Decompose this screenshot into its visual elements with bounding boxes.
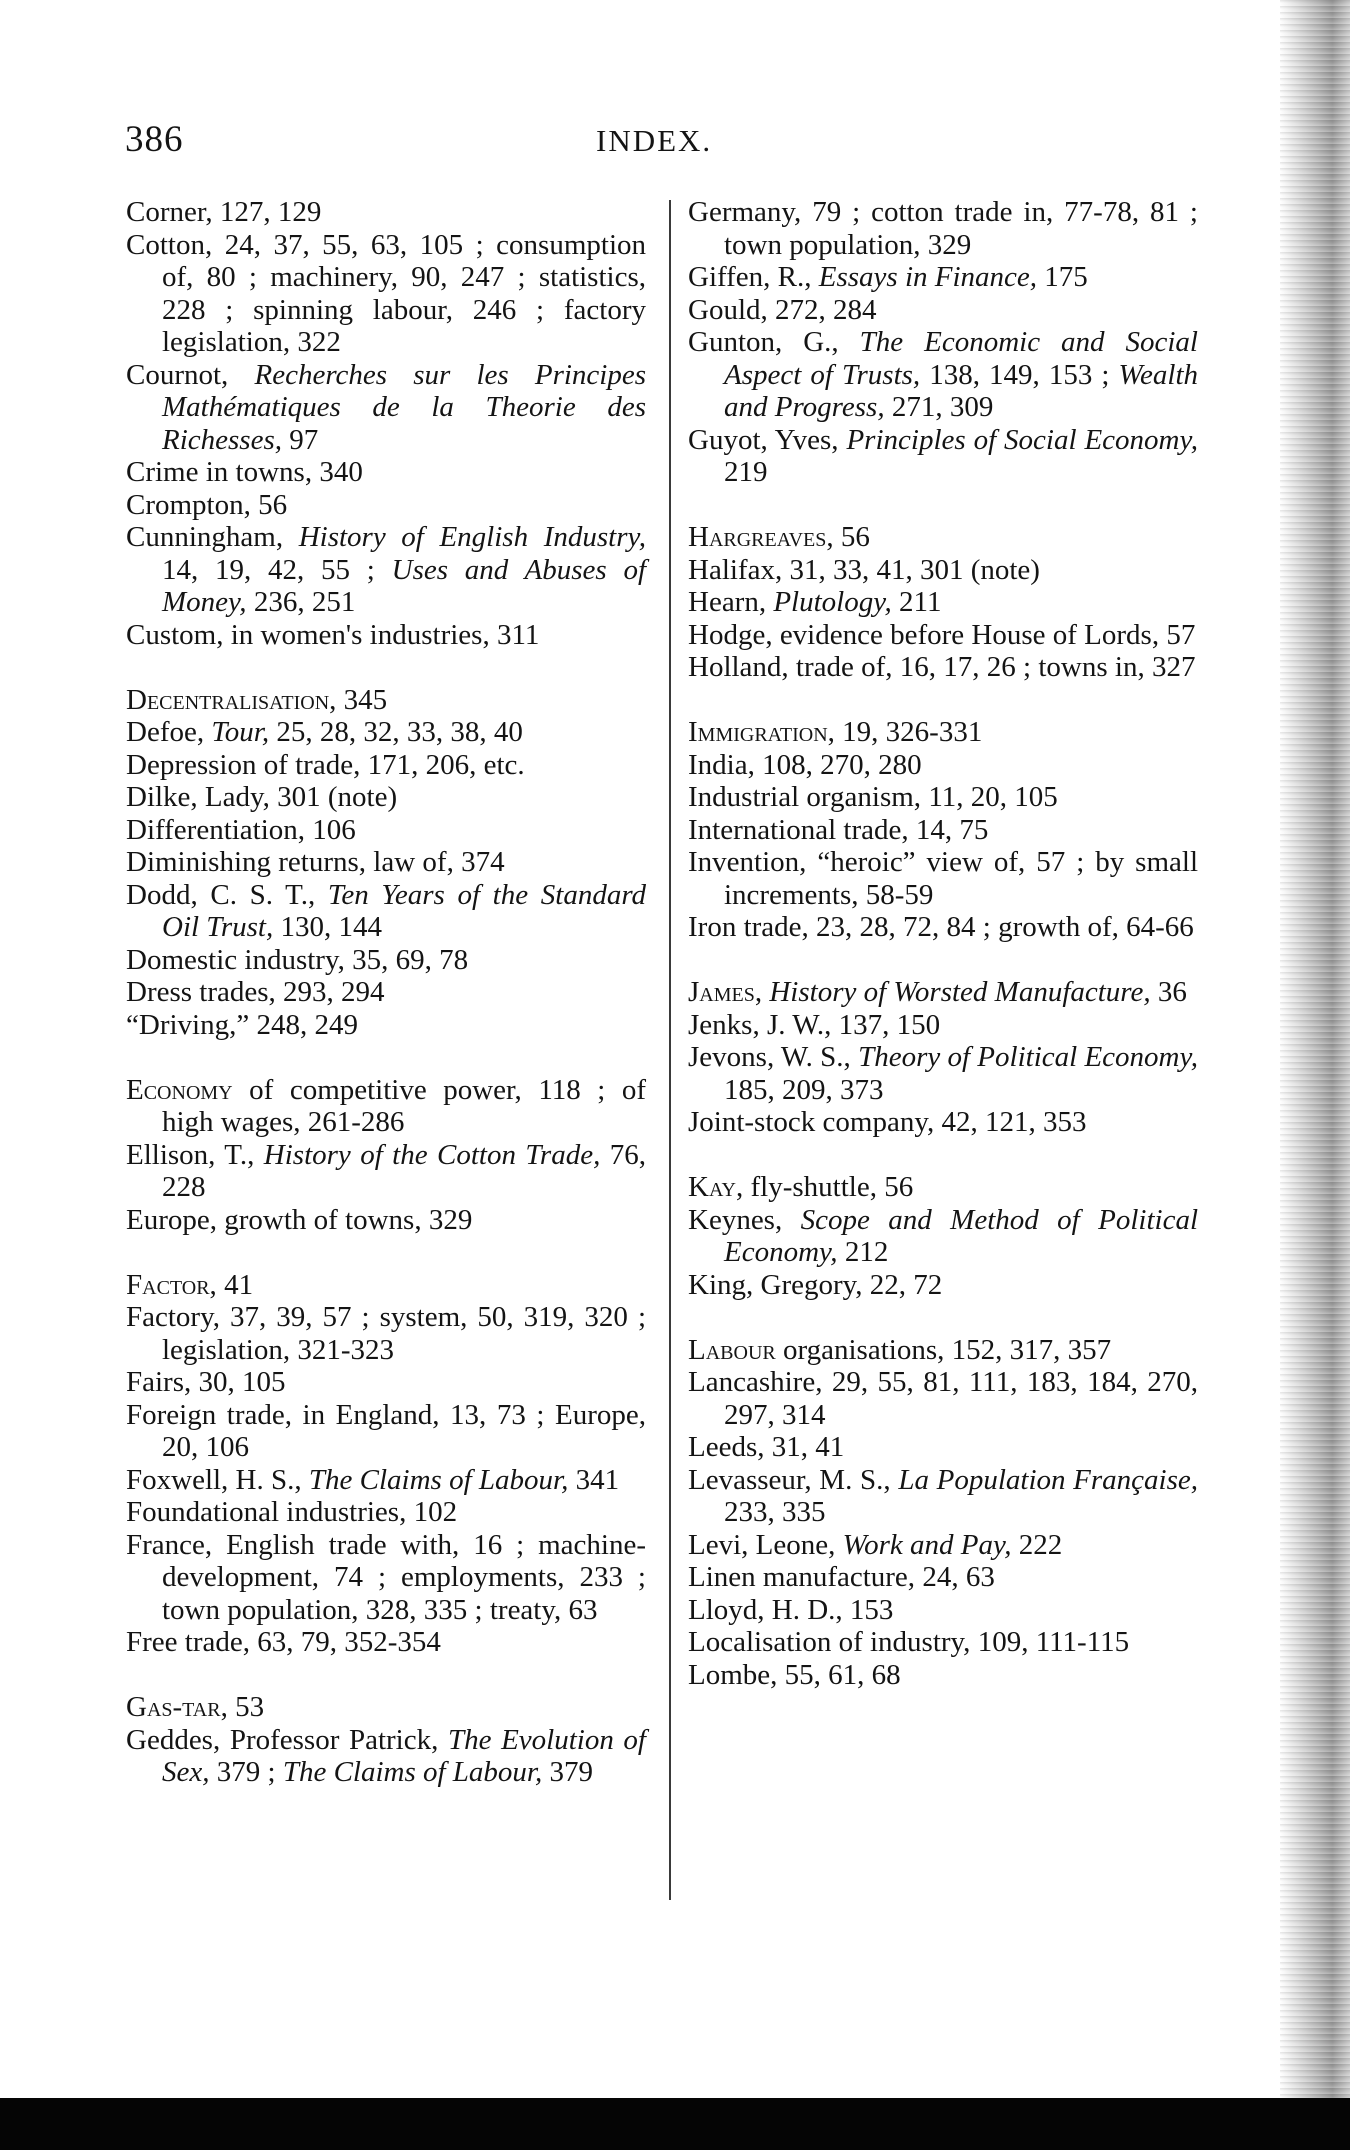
index-entry-refs: 35, 69, 78 — [344, 943, 469, 976]
index-entry — [126, 359, 646, 457]
index-entry-heading: Crime in towns, — [126, 456, 313, 488]
index-entry — [126, 1204, 646, 1237]
index-entry-refs: 341 — [568, 1463, 620, 1496]
index-entry-refs: 11, 20, 105 — [921, 781, 1058, 813]
index-entry-refs: 301 (note) — [269, 781, 398, 813]
index-entry-refs: 271, 309 — [884, 391, 994, 423]
index-entry-heading: International trade, — [688, 813, 909, 846]
index-entry-heading: “Driving,” — [126, 1008, 250, 1041]
index-entry — [126, 489, 646, 522]
index-entry-heading: Lancashire, — [688, 1366, 823, 1398]
index-entry — [688, 911, 1198, 944]
index-entry-refs: 185, 209, 373 — [724, 1073, 884, 1106]
index-entry-heading: Leeds, — [688, 1431, 765, 1463]
index-entry — [126, 684, 646, 717]
index-entry — [126, 619, 646, 652]
index-entry-title: Work and Pay, — [842, 1528, 1012, 1561]
index-entry-refs: 56 — [833, 521, 870, 553]
index-entry — [126, 1529, 646, 1627]
index-entry — [688, 1204, 1198, 1269]
index-entry-refs: 22, 72 — [862, 1268, 943, 1301]
index-entry-refs: 311 — [489, 618, 540, 651]
index-entry-heading: King, Gregory, — [688, 1268, 863, 1301]
index-entry-refs: 138, 149, 153 ; — [920, 358, 1119, 391]
index-entry — [688, 554, 1198, 587]
index-entry-title: History of English Industry, — [298, 521, 646, 553]
index-entry-refs: 19, 326-331 — [834, 716, 983, 748]
index-entry-title: Principles of Social Economy, — [846, 423, 1199, 456]
index-entry — [688, 1334, 1198, 1367]
index-entry-heading: Jenks, J. W., — [688, 1008, 832, 1041]
index-entry-heading: Cournot, — [126, 358, 229, 391]
index-entry-refs: 56 — [250, 488, 288, 521]
index-entry-heading: Germany, — [688, 196, 802, 228]
index-entry-heading: Economy — [126, 1073, 233, 1106]
page-header — [0, 118, 1270, 178]
index-entry-title: History of Worsted Manufacture, — [769, 976, 1151, 1008]
index-entry-refs: 137, 150 — [831, 1008, 941, 1041]
index-entry-refs — [228, 359, 254, 391]
index-entry — [688, 1171, 1198, 1204]
index-entry-refs — [254, 1139, 263, 1171]
index-entry — [688, 294, 1198, 327]
index-entry-heading: Immigration, — [688, 716, 835, 748]
index-entry-refs: 36 — [1150, 976, 1187, 1008]
index-entry-heading: Linen manufacture, — [688, 1561, 916, 1593]
index-entry-heading: Cotton, — [126, 228, 213, 261]
index-entry-refs: 211 — [891, 586, 942, 618]
index-entry-heading: Lombe, — [688, 1658, 778, 1691]
index-entry-heading: Dress trades, — [126, 976, 276, 1008]
index-entry-heading: Decentralisation, — [126, 683, 337, 716]
index-entry — [126, 1009, 646, 1042]
index-entry-heading: Corner, — [126, 196, 213, 228]
index-entry — [688, 1431, 1198, 1464]
index-entry — [688, 1626, 1198, 1659]
index-entry — [126, 1399, 646, 1464]
index-entry-heading: Localisation of industry, — [688, 1626, 971, 1658]
index-entry-refs: 236, 251 — [246, 586, 356, 618]
index-entry-refs — [782, 1204, 800, 1236]
index-entry-heading: Domestic industry, — [126, 943, 345, 976]
index-entry-heading: Hearn, — [688, 586, 767, 618]
index-entry — [126, 944, 646, 977]
index-entry — [688, 1041, 1198, 1106]
index-entry-heading: Cunningham, — [126, 521, 284, 553]
index-entry-heading: Levasseur, M. S., — [688, 1463, 891, 1496]
index-entry-refs: 55, 61, 68 — [777, 1658, 901, 1691]
index-entry-heading: France, English trade with, — [126, 1528, 460, 1561]
index-entry — [126, 196, 646, 229]
index-entry-refs: 14, 19, 42, 55 ; — [162, 553, 392, 586]
index-entry — [688, 619, 1198, 652]
index-entry-title: The Economic and Social Aspect of Trusts, — [724, 326, 1198, 391]
index-entry-refs: 175 — [1037, 261, 1088, 293]
index-entry-title: The Claims of Labour, — [282, 1756, 543, 1788]
index-entry-heading: Holland, trade of, — [688, 651, 893, 683]
index-entry — [688, 424, 1198, 489]
index-entry-refs: 24, 37, 55, 63, 105 ; consumption of, 80 ; machinery, 90, 247 ; statistics, 228 ; spinning labour, 246 ; factory legislation, 322 — [162, 228, 646, 358]
index-entry-refs — [302, 1464, 309, 1496]
index-entry-refs: 102 — [406, 1496, 458, 1528]
index-entry-title: Scope and Method of Political Economy, — [724, 1203, 1198, 1268]
index-entry-heading: Crompton, — [126, 488, 251, 521]
index-entry-heading: Hargreaves, — [688, 521, 834, 553]
index-entry — [688, 586, 1198, 619]
index-entry — [126, 1301, 646, 1366]
index-entry-heading: James, — [688, 976, 763, 1008]
index-entry-refs: 130, 144 — [273, 911, 382, 943]
index-entry-refs: 16, 17, 26 ; towns in, 327 — [892, 651, 1196, 683]
index-entry-heading: Ellison, T., — [126, 1138, 255, 1171]
index-entry-refs: organisations, 152, 317, 357 — [775, 1333, 1112, 1366]
index-entry-heading: Foreign trade, in England, — [126, 1398, 440, 1431]
index-entry — [126, 229, 646, 359]
index-entry-refs: 79 ; cotton trade in, 77-78, 81 ; town population, 329 — [724, 196, 1198, 261]
index-entry-title: Plutology, — [773, 586, 892, 618]
index-entry-refs: of competitive power, 118 ; of high wages, 261-286 — [162, 1073, 646, 1138]
index-entry-heading: Giffen, R., — [688, 261, 812, 293]
index-entry-title: Essays in Finance, — [818, 261, 1038, 293]
index-entry-refs: 345 — [336, 683, 388, 716]
index-entry-heading: Dilke, Lady, — [126, 781, 270, 813]
index-entry — [126, 846, 646, 879]
index-entry-refs: 340 — [312, 456, 363, 488]
index-entry-refs: 14, 75 — [908, 813, 989, 846]
index-entry-refs: 222 — [1011, 1528, 1063, 1561]
index-column-left — [126, 196, 646, 1789]
index-entry-refs: 109, 111-115 — [970, 1626, 1130, 1658]
index-entry — [126, 1269, 646, 1302]
index-entry-title: Wealth and Progress, — [724, 358, 1198, 423]
index-entry — [688, 1464, 1198, 1529]
index-entry — [688, 521, 1198, 554]
index-entry-refs: 37, 39, 57 ; system, 50, 319, 320 ; legislation, 321-323 — [162, 1301, 646, 1366]
page-edge-shadow — [1280, 0, 1350, 2150]
index-entry-title: The Claims of Labour, — [308, 1463, 569, 1496]
index-entry-title: La Population Française, — [898, 1463, 1199, 1496]
index-entry-refs: 57 — [1159, 618, 1196, 651]
index-entry-heading: Iron trade, — [688, 911, 809, 943]
index-entry-heading: Gas-tar, — [126, 1691, 228, 1723]
index-entry — [126, 1496, 646, 1529]
index-entry-refs — [283, 521, 299, 553]
index-entry-refs — [438, 1724, 448, 1756]
index-entry-refs: 25, 28, 32, 33, 38, 40 — [269, 716, 523, 748]
index-entry — [126, 749, 646, 782]
index-entry — [688, 781, 1198, 814]
index-entry-heading: Invention, “heroic” view of, — [688, 846, 1026, 878]
index-entry — [126, 716, 646, 749]
index-entry-refs — [315, 879, 328, 911]
index-entry — [688, 1529, 1198, 1562]
index-entry — [688, 716, 1198, 749]
index-entry-heading: India, — [688, 748, 755, 781]
index-entry-heading: Factor, — [126, 1268, 217, 1301]
index-entry — [688, 326, 1198, 424]
index-entry — [126, 1366, 646, 1399]
index-entry-refs: 42, 121, 353 — [934, 1106, 1087, 1138]
index-entry-title: The Evolution of Sex, — [162, 1723, 646, 1788]
index-entry — [126, 814, 646, 847]
index-entry-refs: 379 — [542, 1756, 594, 1788]
index-entry-refs: 63, 79, 352-354 — [250, 1626, 441, 1658]
index-entry — [688, 1106, 1198, 1139]
index-entry — [126, 456, 646, 489]
index-entry-refs: 293, 294 — [275, 976, 385, 1008]
running-head: INDEX. — [596, 123, 713, 158]
index-entry-refs: 374 — [453, 846, 505, 878]
index-entry-refs: 108, 270, 280 — [754, 748, 922, 781]
index-entry — [126, 1691, 646, 1724]
index-entry-heading: Hodge, evidence before House of Lords, — [688, 618, 1160, 651]
index-entry-heading: Keynes, — [688, 1203, 783, 1236]
index-entry-heading: Jevons, W. S., — [688, 1041, 851, 1073]
index-entry — [126, 1464, 646, 1497]
index-entry-refs: 53 — [227, 1691, 265, 1723]
index-column-right — [688, 196, 1198, 1691]
index-entry — [688, 1659, 1198, 1692]
scan-bottom-border — [0, 2098, 1350, 2150]
index-entry — [688, 1009, 1198, 1042]
index-entry-refs: 106 — [305, 813, 356, 846]
index-entry-refs: 153 — [842, 1593, 894, 1626]
index-entry — [688, 814, 1198, 847]
index-entry — [126, 1626, 646, 1659]
index-entry-heading: Factory, — [126, 1301, 220, 1333]
index-entry-refs: 379 ; — [209, 1756, 283, 1788]
index-entry-refs: 212 — [837, 1236, 889, 1268]
index-entry — [688, 976, 1198, 1009]
index-entry-heading: Lloyd, H. D., — [688, 1593, 843, 1626]
index-entry — [688, 1594, 1198, 1627]
index-entry — [126, 521, 646, 619]
index-entry-refs — [812, 261, 819, 293]
index-entry — [126, 1074, 646, 1139]
index-entry — [126, 1139, 646, 1204]
index-entry-refs: 57 ; by small increments, 58-59 — [724, 846, 1198, 911]
index-entry-heading: Kay, — [688, 1171, 744, 1203]
index-entry-refs: 329 — [421, 1203, 473, 1236]
page-number: 386 — [125, 119, 184, 160]
index-entry-heading: Foundational industries, — [126, 1496, 407, 1528]
index-entry-refs: 76, 228 — [162, 1138, 646, 1203]
index-entry — [688, 846, 1198, 911]
index-entry-refs: 219 — [724, 456, 768, 488]
index-entry-refs: 248, 249 — [249, 1008, 358, 1041]
index-entry-refs: 30, 105 — [191, 1366, 286, 1398]
index-entry-refs: 24, 63 — [915, 1561, 995, 1593]
index-entry-refs: 272, 284 — [767, 293, 877, 326]
index-entry-refs: 31, 33, 41, 301 (note) — [782, 553, 1040, 586]
index-entry-refs — [839, 326, 860, 358]
index-entry — [688, 651, 1198, 684]
index-entry-title: Ten Years of the Standard Oil Trust, — [162, 878, 647, 943]
index-entry-heading: Geddes, Professor Patrick, — [126, 1723, 439, 1756]
index-entry-heading: Gould, — [688, 293, 768, 326]
index-entry — [126, 976, 646, 1009]
index-entry-refs: 171, 206, etc. — [360, 748, 525, 781]
index-entry-heading: Custom, in women's industries, — [126, 618, 490, 651]
index-entry-refs: 13, 73 ; Europe, 20, 106 — [162, 1398, 646, 1463]
index-entry-refs: 29, 55, 81, 111, 183, 184, 270, 297, 314 — [724, 1366, 1198, 1431]
index-entry-refs: 233, 335 — [724, 1496, 826, 1528]
index-entry — [688, 1269, 1198, 1302]
index-entry-heading: Foxwell, H. S., — [126, 1463, 302, 1496]
index-entry-heading: Free trade, — [126, 1626, 250, 1658]
index-entry-refs: 31, 41 — [764, 1431, 845, 1463]
index-entry-refs: 41 — [216, 1268, 254, 1301]
index-entry — [688, 749, 1198, 782]
index-entry — [688, 196, 1198, 261]
index-entry — [688, 261, 1198, 294]
index-entry — [126, 781, 646, 814]
index-entry-refs: fly-shuttle, 56 — [743, 1171, 914, 1203]
index-entry-heading: Depression of trade, — [126, 748, 361, 781]
column-rule — [669, 200, 671, 1900]
index-entry-heading: Levi, Leone, — [688, 1528, 836, 1561]
index-entry-heading: Labour — [688, 1333, 776, 1366]
index-entry-title: History of the Cotton Trade, — [263, 1138, 601, 1171]
index-entry-refs: 97 — [282, 423, 319, 456]
index-entry-heading: Fairs, — [126, 1366, 192, 1398]
index-entry — [126, 1724, 646, 1789]
index-entry — [688, 1561, 1198, 1594]
index-entry-title: Recherches sur les Principes Mathématiques de la Theorie des Richesses, — [162, 358, 646, 456]
index-entry-heading: Joint-stock company, — [688, 1106, 935, 1138]
index-entry-refs: 16 ; machine-development, 74 ; employments, 233 ; town population, 328, 335 ; treaty, 63 — [162, 1528, 646, 1626]
index-entry-heading: Industrial organism, — [688, 781, 922, 813]
index-entry-title: Theory of Political Economy, — [858, 1041, 1198, 1073]
index-entry-heading: Guyot, Yves, — [688, 423, 839, 456]
index-entry-heading: Europe, growth of towns, — [126, 1203, 422, 1236]
index-entry-title: Uses and Abuses of Money, — [162, 553, 647, 618]
index-entry-refs — [851, 1041, 858, 1073]
index-entry-refs: 23, 28, 72, 84 ; growth of, 64-66 — [808, 911, 1194, 943]
index-entry-heading: Gunton, G., — [688, 326, 839, 358]
index-entry-heading: Diminishing returns, law of, — [126, 846, 454, 878]
index-entry-refs — [835, 1529, 842, 1561]
index-entry-heading: Halifax, — [688, 553, 783, 586]
index-entry-heading: Differentiation, — [126, 813, 306, 846]
index-entry-title: Tour, — [211, 716, 270, 748]
index-entry-heading: Dodd, C. S. T., — [126, 878, 316, 911]
index-entry-refs: 127, 129 — [212, 196, 322, 228]
index-entry-heading: Defoe, — [126, 716, 205, 748]
index-entry — [688, 1366, 1198, 1431]
index-entry — [126, 879, 646, 944]
